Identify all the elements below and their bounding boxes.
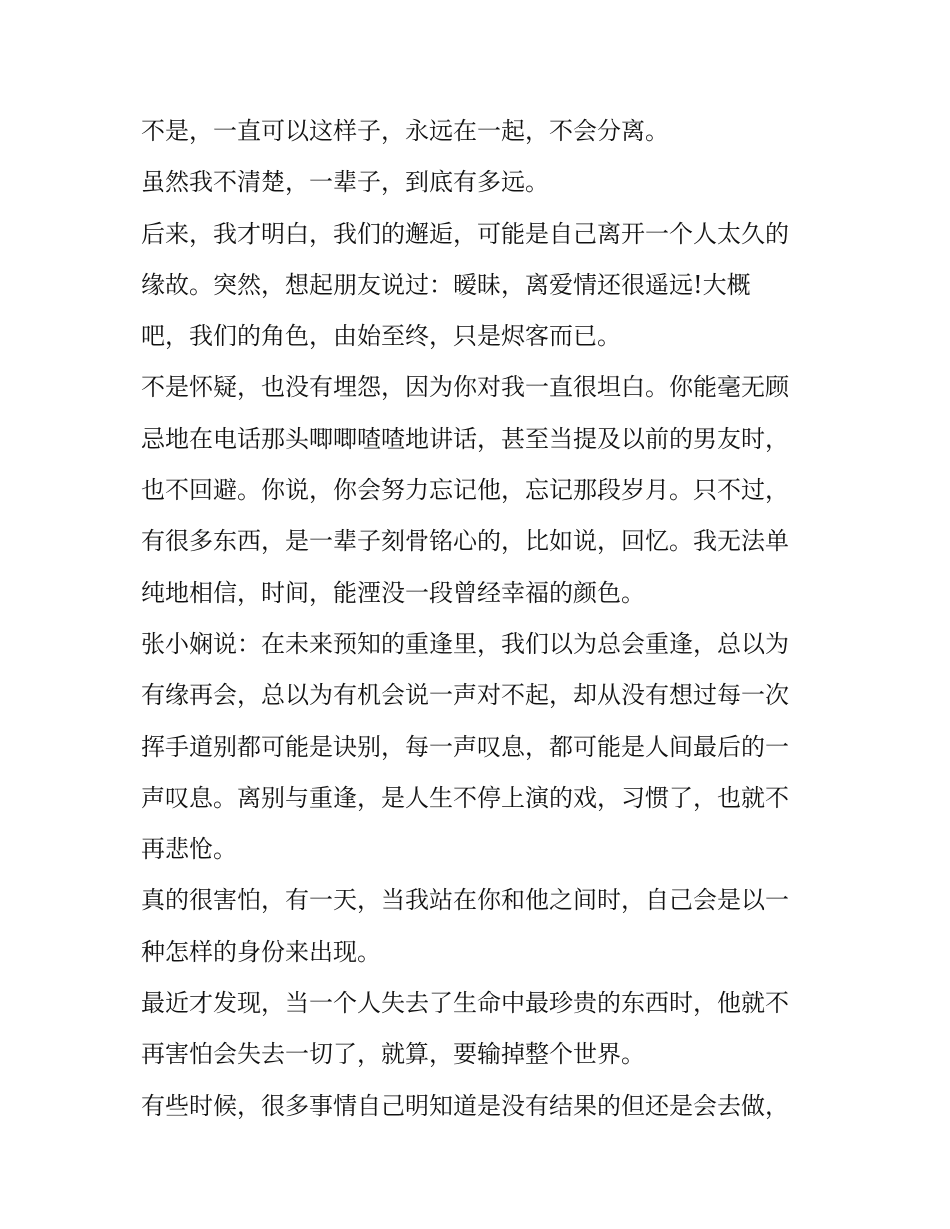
text-line: 不是怀疑，也没有埋怨，因为你对我一直很坦白。你能毫无顾 [141,373,789,402]
document-body [141,106,821,1132]
text-line: 声叹息。离别与重逢，是人生不停上演的戏，习惯了，也就不 [141,783,789,812]
text-line: 纯地相信，时间，能湮没一段曾经幸福的颜色。 [141,578,645,607]
text-line: 再悲怆。 [141,835,237,864]
text-line: 吧，我们的角色，由始至终，只是烬客而已。 [141,322,621,351]
text-line: 再害怕会失去一切了，就算，要输掉整个世界。 [141,1040,645,1069]
text-line: 也不回避。你说，你会努力忘记他，忘记那段岁月。只不过， [141,476,789,505]
text-line: 有些时候，很多事情自己明知道是没有结果的但还是会去做， [141,1091,789,1120]
text-line: 挥手道别都可能是诀别，每一声叹息，都可能是人间最后的一 [141,732,789,761]
text-line: 忌地在电话那头唧唧喳喳地讲话，甚至当提及以前的男友时， [141,424,789,453]
text-line: 不是，一直可以这样子，永远在一起，不会分离。 [141,117,669,145]
text-line: 缘故。突然，想起朋友说过：暧昧，离爱情还很遥远!大概 [141,270,751,299]
text-line: 有很多东西，是一辈子刻骨铭心的，比如说，回忆。我无法单 [141,527,789,556]
text-line: 真的很害怕，有一天，当我站在你和他之间时，自己会是以一 [141,886,789,915]
text-line: 有缘再会，总以为有机会说一声对不起，却从没有想过每一次 [141,681,789,710]
text-line: 最近才发现，当一个人失去了生命中最珍贵的东西时，他就不 [141,989,789,1018]
text-line: 后来，我才明白，我们的邂逅，可能是自己离开一个人太久的 [141,219,789,248]
text-line: 张小娴说：在未来预知的重逢里，我们以为总会重逢，总以为 [141,629,789,658]
text-line: 虽然我不清楚，一辈子，到底有多远。 [141,168,549,197]
text-line: 种怎样的身份来出现。 [141,937,381,966]
